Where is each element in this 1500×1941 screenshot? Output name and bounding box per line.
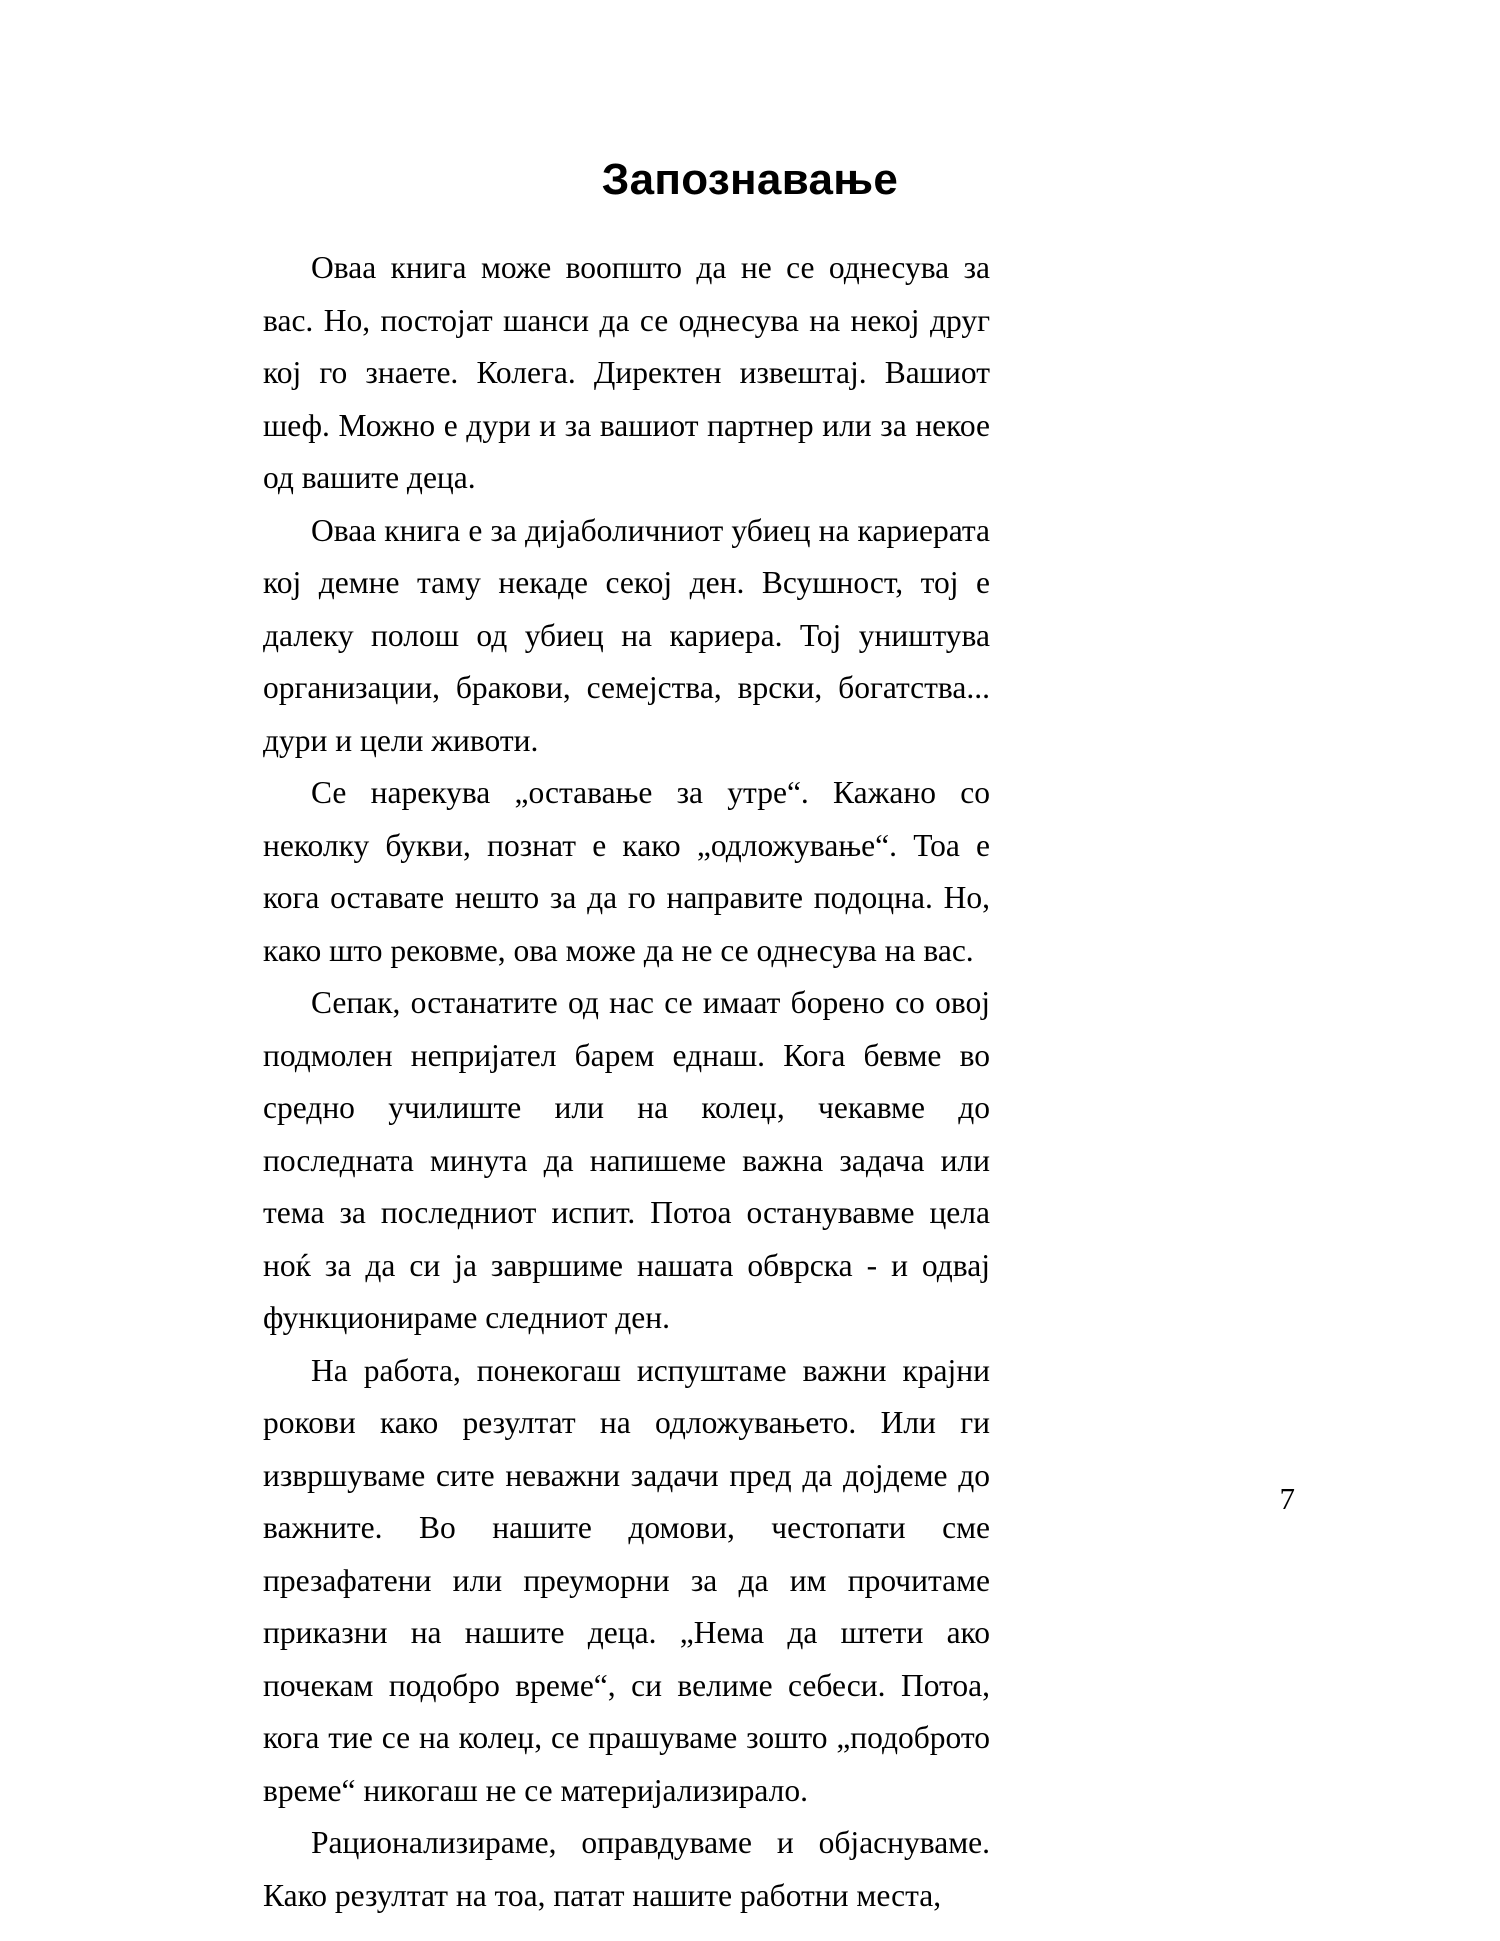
- paragraph: Се нарекува „оставање за утре“. Кажано со неколку букви, познат е како „одложување“. Тоа е кога оставате нешто за да го направите подоцна. Но, како што рековме, ова може да не се однесува на вас.: [263, 775, 990, 968]
- body-text-column: [263, 242, 990, 1922]
- paragraph: На работа, понекогаш испуштаме важни крајни рокови како резултат на одложувањето. Или ги извршуваме сите неважни задачи пред да дојдеме до важните. Во нашите домови, честопати сме презафатени или преуморни за да им прочитаме приказни на нашите деца. „Нема да штети ако почекам подобро време“, си велиме себеси. Потоа, кога тие се на колеџ, се прашуваме зошто „подоброто време“ никогаш не се материјализирало.: [263, 1352, 990, 1808]
- paragraph: Сепак, останатите од нас се имаат борено со овој подмолен непријател барем еднаш. Кога бевме во средно училиште или на колеџ, чекавме до последната минута да напишеме важна задача или тема за последниот испит. Потоа останувавме цела ноќ за да си ја завршиме нашата обврска - и одвај функционираме следниот ден.: [263, 985, 990, 1335]
- paragraph: Оваа книга може воопшто да не се однесува за вас. Но, постојат шанси да се однесува на некој друг кој го знаете. Колега. Директен извештај. Вашиот шеф. Можно е дури и за вашиот партнер или за некое од вашите деца.: [263, 250, 990, 495]
- page-title: Запознавање: [601, 155, 899, 205]
- paragraph: Рационализираме, оправдуваме и објаснуваме. Како резултат на тоа, патат нашите работни места,: [263, 1825, 990, 1913]
- page-number: 7: [1279, 1481, 1295, 1516]
- paragraph: Оваа книга е за дијаболичниот убиец на кариерата кој демне таму некаде секој ден. Всушност, тој е далеку полош од убиец на кариера. Тој уништува организации, бракови, семејства, врски, богатства... дури и цели животи.: [263, 512, 990, 758]
